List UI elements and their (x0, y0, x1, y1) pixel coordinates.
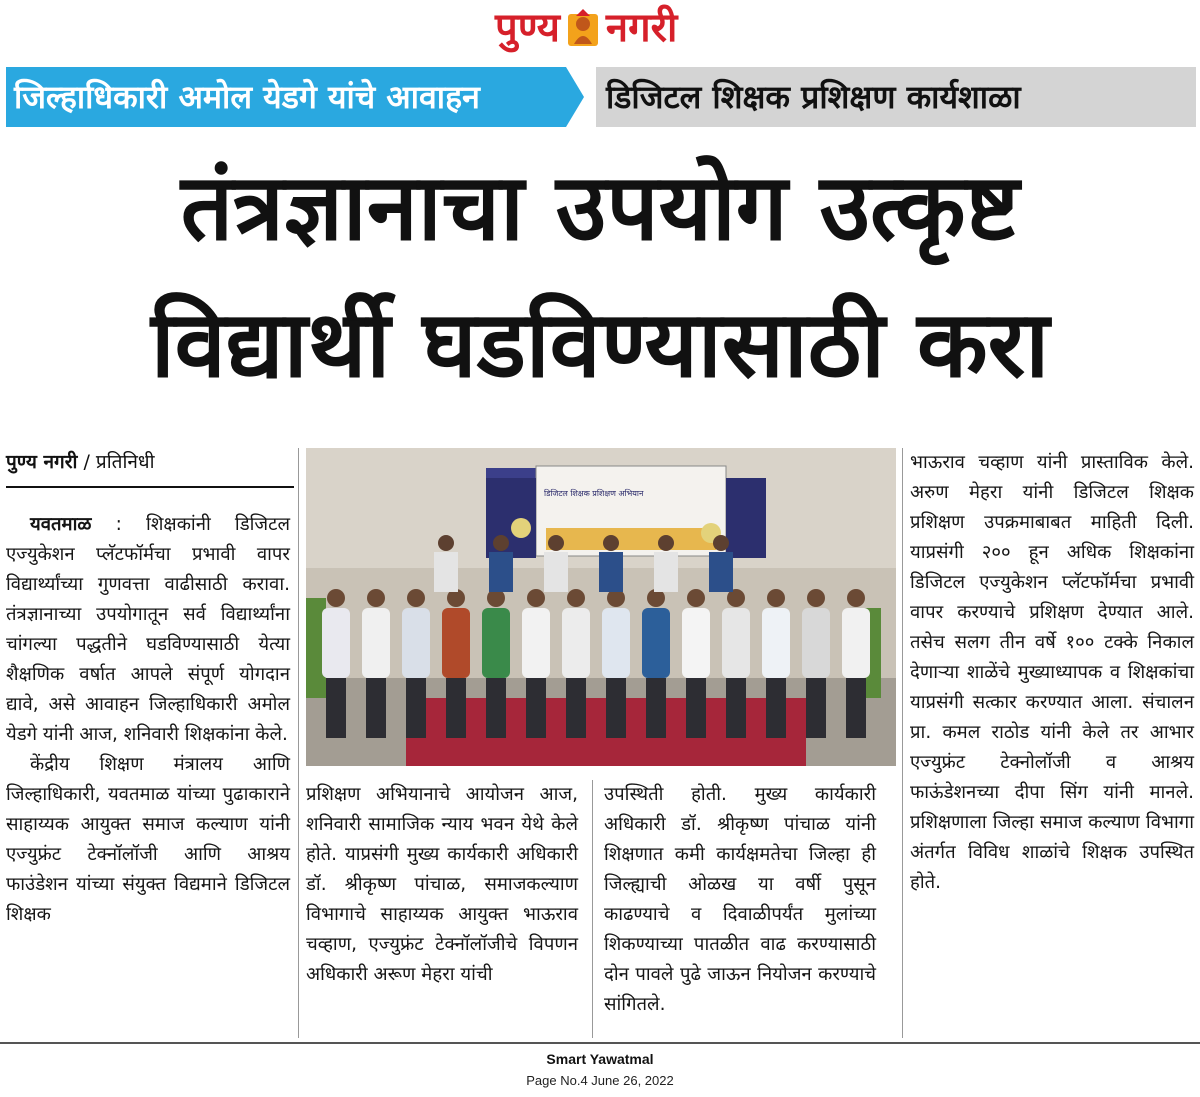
person-back-row (548, 535, 564, 551)
person-figure (682, 589, 710, 738)
person-figure (802, 589, 830, 738)
person-figure (642, 589, 670, 738)
person-figure (402, 589, 430, 738)
person-back-row (493, 535, 509, 551)
person-figure (722, 589, 750, 738)
article-paragraph-2: केंद्रीय शिक्षण मंत्रालय आणि जिल्हाधिकारी, यवतमाळ यांच्या पुढाकाराने साहाय्यक आयुक्त समाज कल्याण यांनी एज्युफ्रंट टेक्नॉलॉजी आणि आश्रय फाउंडेशन यांच्या संयुक्त विद्यमाने डिजिटल शिक्षक (6, 754, 290, 925)
byline (6, 448, 155, 476)
deity-logo-icon (566, 8, 600, 48)
person-back-row-body (654, 552, 678, 592)
masthead (0, 0, 1200, 58)
kicker-arrow-icon (566, 67, 584, 127)
person-figure (762, 589, 790, 738)
person-back-row (713, 535, 729, 551)
column-divider (298, 448, 299, 1038)
byline-source: पुण्य नगरी (6, 451, 78, 473)
event-photo (306, 448, 896, 766)
person-back-row-body (489, 552, 513, 592)
footer-title: Smart Yawatmal (546, 1051, 654, 1067)
column-divider (902, 448, 903, 1038)
kicker-left-text: जिल्हाधिकारी अमोल येडगे यांचे आवाहन (14, 78, 480, 116)
masthead-right-word: नगरी (605, 5, 678, 51)
byline-separator: / (83, 451, 90, 473)
masthead-wrap (495, 4, 677, 52)
person-back-row-body (599, 552, 623, 592)
column-4-text: भाऊराव चव्हाण यांनी प्रास्ताविक केले. अरुण मेहरा यांनी डिजिटल शिक्षक प्रशिक्षण उपक्रमाबाबत माहिती दिली. याप्रसंगी २०० हून अधिक शिक्षकांना डिजिटल एज्युकेशन प्लॅटफॉर्मचा प्रभावी वापर करण्याचे प्रशिक्षण देण्यात आले. तसेच सलग तीन वर्षे १०० टक्के निकाल देणाऱ्या शाळेंचे मुख्याध्यापक व शिक्षकांचा याप्रसंगी सत्कार करण्यात आला. संचालन प्रा. कमल राठोड यांनी केले तर आभार एज्युफ्रंट टेक्नोलॉजी व आश्रय फाऊंडेशनच्या दीपा सिंग यांनी मानले. प्रशिक्षणाला जिल्हा समाज कल्याण विभागा अंतर्गत विविध शाळांचे शिक्षक उपस्थित होते. (910, 452, 1194, 893)
kicker-left (6, 67, 566, 127)
column-divider (592, 780, 593, 1038)
column-3-text: उपस्थिती होती. मुख्य कार्यकारी अधिकारी डॉ. श्रीकृष्ण पांचाळ यांनी शिक्षणात कमी कार्यक्षमतेचा जिल्हा ही जिल्ह्याची ओळख या वर्षी पुसून काढण्याचे व दिवाळीपर्यंत मुलांच्या शिकण्याच्या पातळीत वाढ करण्यासाठी दोन पावले पुढे जाऊन नियोजन करण्याचे सांगितले. (604, 784, 876, 1015)
paragraph-1-text: : शिक्षकांनी डिजिटल एज्युकेशन प्लॅटफॉर्मचा प्रभावी वापर विद्यार्थ्यांच्या गुणवत्ता वाढीसाठी करावा. तंत्रज्ञानाच्या उपयोगातून सर्व विद्यार्थ्यांना चांगल्या पद्धतीने घडविण्यासाठी येत्या शैक्षणिक वर्षात आपले संपूर्ण योगदान द्यावे, असे आवाहन जिल्हाधिकारी अमोल येडगे यांनी आज, शनिवारी शिक्षकांना केले. (6, 514, 290, 745)
person-figure (322, 589, 350, 738)
article-column-1 (6, 510, 290, 930)
person-figure (602, 589, 630, 738)
byline-rule (6, 486, 294, 488)
byline-role: प्रतिनिधी (95, 451, 155, 473)
article-paragraph-1 (6, 510, 290, 750)
person-figure (842, 589, 870, 738)
person-figure (482, 589, 510, 738)
article-column-3 (604, 780, 876, 1020)
person-figure (442, 589, 470, 738)
person-back-row (658, 535, 674, 551)
dateline: यवतमाळ (30, 514, 92, 535)
banner-text: डिजिटल शिक्षक प्रशिक्षण अभियान (544, 489, 644, 498)
article-column-4 (910, 448, 1194, 898)
person-back-row (603, 535, 619, 551)
person-back-row-body (434, 552, 458, 592)
person-back-row-body (709, 552, 733, 592)
footer-rule (0, 1042, 1200, 1044)
column-2-text: प्रशिक्षण अभियानाचे आयोजन आज, शनिवारी सामाजिक न्याय भवन येथे केले होते. याप्रसंगी मुख्य कार्यकारी अधिकारी डॉ. श्रीकृष्ण पांचाळ, समाजकल्याण विभागाचे साहाय्यक आयुक्त भाऊराव चव्हाण, एज्युफ्रंट टेक्नॉलॉजीचे विपणन अधिकारी अरूण मेहरा यांची (306, 784, 578, 985)
article-column-2 (306, 780, 578, 990)
footer-page-date: Page No.4 June 26, 2022 (526, 1073, 674, 1088)
kicker-right (596, 67, 1196, 127)
person-figure (362, 589, 390, 738)
person-figure (562, 589, 590, 738)
person-figure (522, 589, 550, 738)
kicker-right-text: डिजिटल शिक्षक प्रशिक्षण कार्यशाळा (606, 78, 1021, 116)
person-back-row (438, 535, 454, 551)
person-back-row-body (544, 552, 568, 592)
headline-line-1: तंत्रज्ञानाचा उपयोग उत्कृष्ट (180, 154, 1020, 261)
masthead-left-word: पुण्य (495, 5, 560, 51)
headline-line-2: विद्यार्थी घडविण्यासाठी करा (150, 291, 1050, 398)
